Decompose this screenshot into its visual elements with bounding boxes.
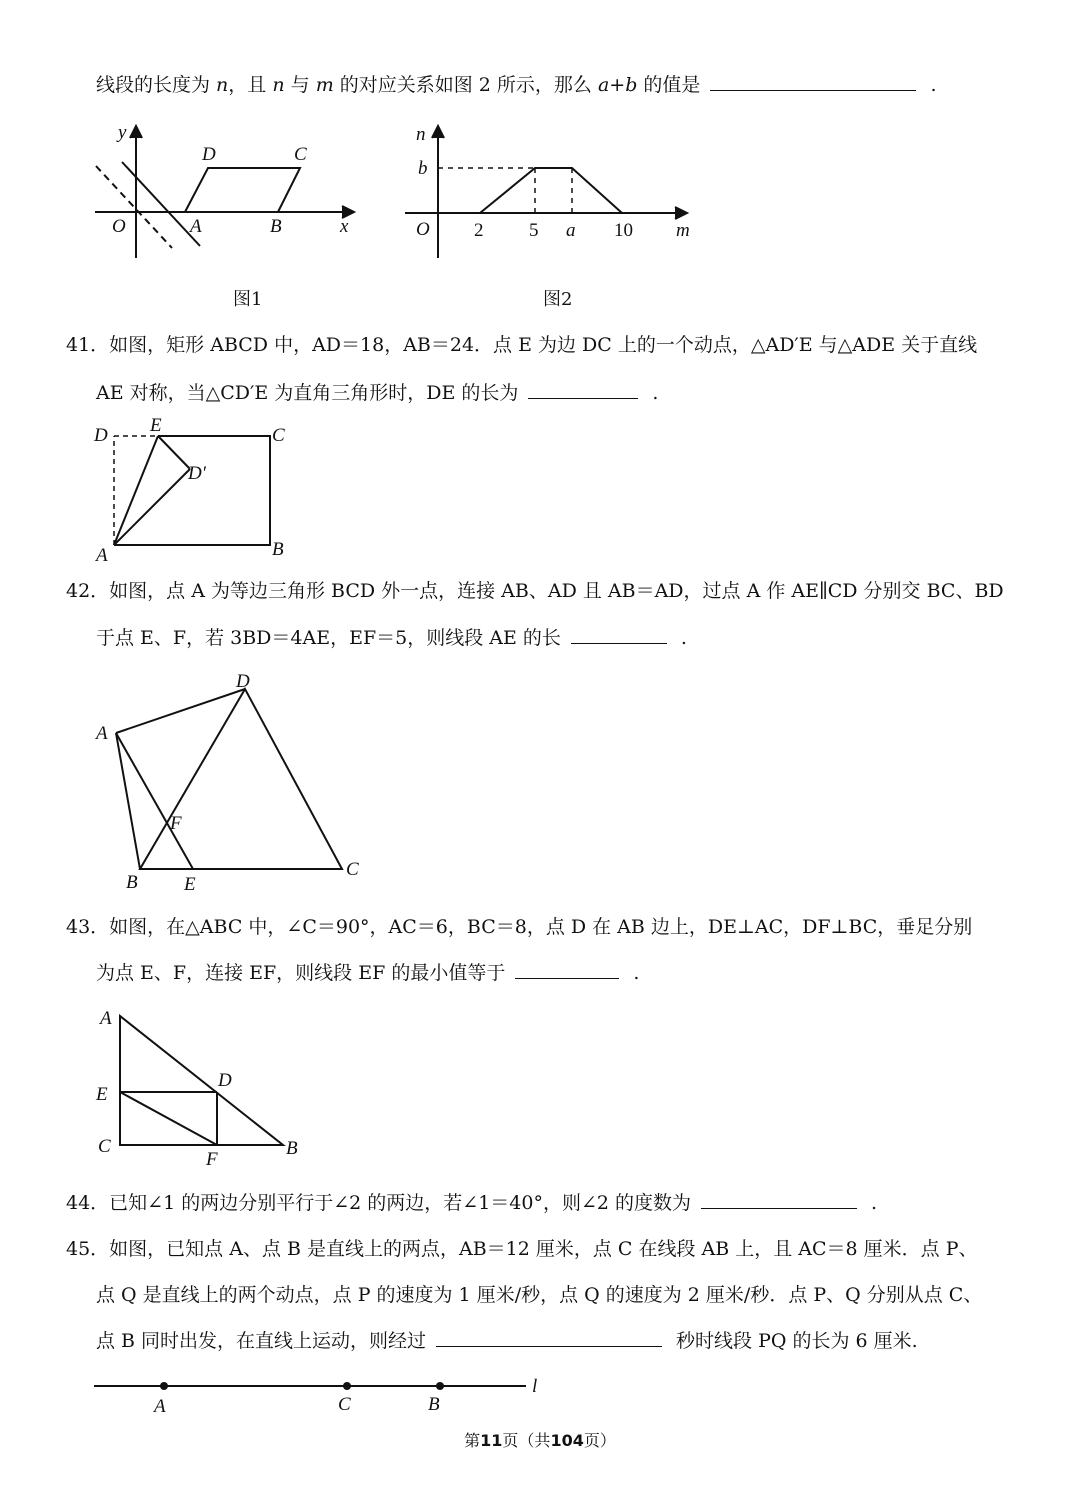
label-y: y — [118, 122, 127, 143]
label-B: B — [428, 1394, 440, 1415]
triangle-BCD — [140, 689, 342, 869]
figure-q41 — [88, 415, 328, 565]
label-C: C — [294, 144, 307, 165]
label-A: A — [154, 1396, 166, 1417]
dashed-line — [96, 166, 172, 248]
q43-line-2: 为点 E、F，连接 EF，则线段 EF 的最小值等于 . — [96, 962, 640, 984]
tick-5: 5 — [529, 220, 539, 241]
parallelogram-abcd — [185, 168, 300, 212]
label-F: F — [206, 1149, 218, 1170]
page-footer: 第11页（共104页） — [464, 1431, 616, 1450]
figure-q43 — [90, 1000, 320, 1170]
label-D: D — [218, 1070, 232, 1091]
label-O: O — [416, 219, 430, 240]
point-A — [160, 1382, 168, 1390]
label-C: C — [272, 425, 285, 446]
label-B: B — [270, 216, 282, 237]
q45-line-2: 点 Q 是直线上的两个动点，点 P 的速度为 1 厘米/秒，点 Q 的速度为 2 厘米/秒．点 P、Q 分别从点 C、 — [96, 1284, 983, 1306]
answer-blank[interactable] — [701, 1190, 857, 1209]
figure-q42 — [90, 665, 390, 895]
label-D: D — [94, 425, 108, 446]
figure-1 — [80, 118, 380, 268]
q43-line-1: 43．如图，在△ABC 中，∠C＝90°，AC＝6，BC＝8，点 D 在 AB 边上，DE⊥AC，DF⊥BC，垂足分别 — [66, 916, 973, 938]
label-n: n — [416, 124, 426, 145]
label-D: D — [236, 671, 250, 692]
triangle-ABC — [120, 1016, 283, 1145]
point-B — [436, 1382, 444, 1390]
label-x: x — [340, 216, 349, 237]
label-A: A — [96, 723, 108, 744]
answer-blank[interactable] — [436, 1328, 662, 1347]
q40-line: 线段的长度为 n，且 n 与 m 的对应关系如图 2 所示，那么 a+b 的值是 . — [96, 74, 937, 96]
label-m: m — [676, 220, 690, 241]
graph-polyline — [480, 168, 622, 213]
y-axis-arrow — [130, 126, 142, 138]
segment-ED-prime — [158, 436, 190, 469]
label-A: A — [96, 545, 108, 566]
rectangle — [114, 436, 270, 545]
tick-a: a — [566, 220, 576, 241]
label-B: B — [272, 539, 284, 560]
label-E: E — [96, 1084, 108, 1105]
answer-blank[interactable] — [710, 72, 916, 91]
segment-EF — [120, 1092, 217, 1145]
figure-1-caption: 图1 — [233, 289, 263, 310]
figure-2 — [400, 118, 700, 268]
label-E: E — [184, 874, 196, 895]
q45-line-3: 点 B 同时出发，在直线上运动，则经过 秒时线段 PQ 的长为 6 厘米. — [96, 1330, 918, 1352]
label-C: C — [98, 1136, 111, 1157]
figure-q45 — [94, 1372, 554, 1422]
n-axis-arrow — [432, 126, 444, 138]
m-axis-arrow — [675, 207, 687, 219]
answer-blank[interactable] — [515, 960, 619, 979]
point-C — [343, 1382, 351, 1390]
label-B: B — [126, 872, 138, 893]
segment-AD-prime — [114, 469, 190, 545]
q42-line-1: 42．如图，点 A 为等边三角形 BCD 外一点，连接 AB、AD 且 AB＝AD，过点 A 作 AE∥CD 分别交 BC、BD — [66, 580, 1004, 602]
total-pages: 104 — [550, 1431, 584, 1450]
label-C: C — [338, 1394, 351, 1415]
figure-2-caption: 图2 — [543, 289, 573, 310]
label-F: F — [170, 813, 182, 834]
tick-10: 10 — [614, 220, 633, 241]
label-C: C — [346, 859, 359, 880]
q41-line-2: AE 对称，当△CD′E 为直角三角形时，DE 的长为 . — [96, 382, 659, 404]
q45-line-1: 45．如图，已知点 A、点 B 是直线上的两点，AB＝12 厘米，点 C 在线段 AB 上，且 AC＝8 厘米．点 P、 — [66, 1238, 978, 1260]
label-D-prime: D′ — [188, 463, 206, 484]
q41-line-1: 41．如图，矩形 ABCD 中，AD＝18，AB＝24．点 E 为边 DC 上的一个动点，△AD′E 与△ADE 关于直线 — [66, 334, 978, 356]
tick-2: 2 — [474, 220, 484, 241]
label-E: E — [150, 415, 162, 436]
q42-line-2: 于点 E、F，若 3BD＝4AE，EF＝5，则线段 AE 的长 . — [96, 627, 687, 649]
label-O: O — [112, 216, 126, 237]
answer-blank[interactable] — [571, 625, 667, 644]
segment-AE — [114, 436, 158, 545]
label-l: l — [532, 1376, 538, 1397]
answer-blank[interactable] — [528, 380, 638, 399]
label-b: b — [418, 158, 428, 179]
segment-AD — [116, 689, 245, 733]
label-A: A — [100, 1008, 112, 1029]
q44-line: 44．已知∠1 的两边分别平行于∠2 的两边，若∠1＝40°，则∠2 的度数为 . — [66, 1192, 878, 1214]
label-D: D — [202, 144, 216, 165]
label-A: A — [190, 216, 202, 237]
page-number: 11 — [480, 1431, 503, 1450]
label-B: B — [286, 1138, 298, 1159]
